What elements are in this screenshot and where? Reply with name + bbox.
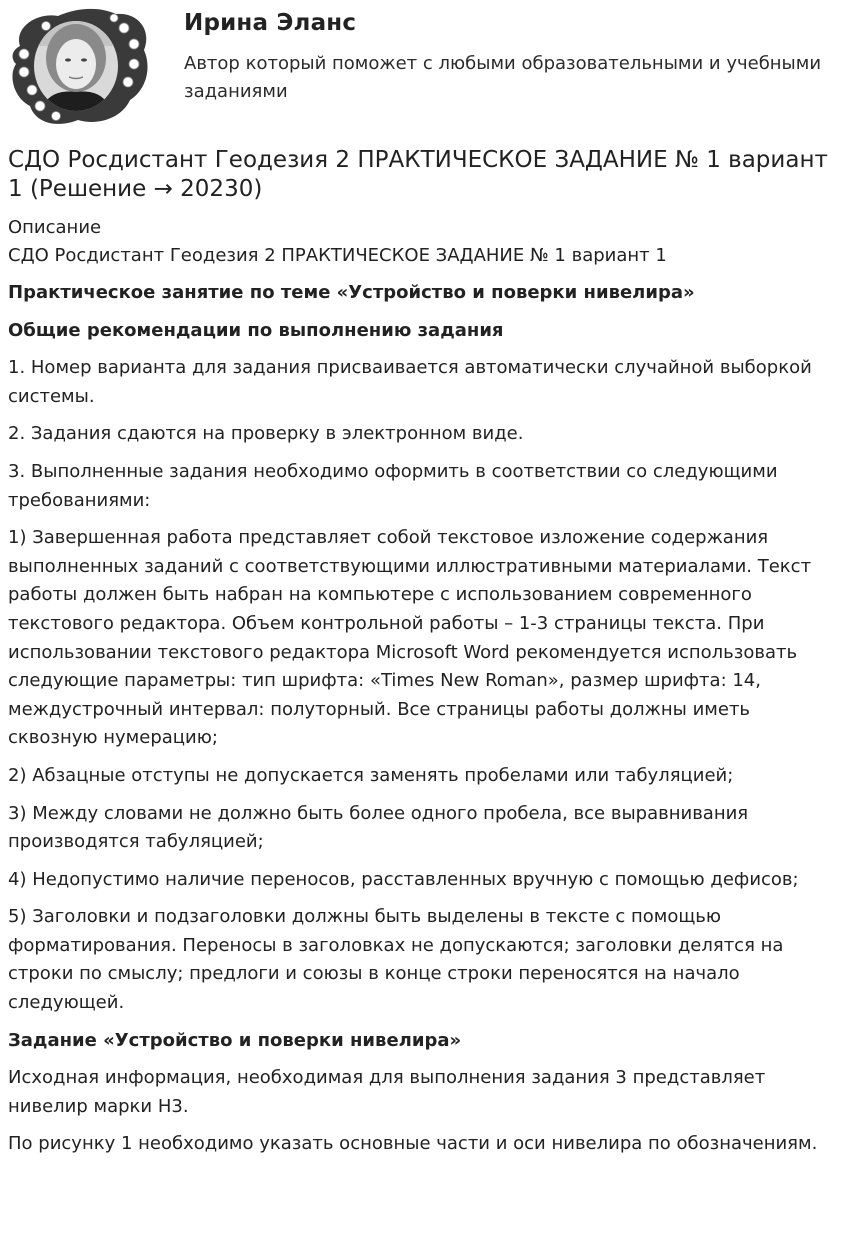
paragraph: Исходная информация, необходимая для выполнения задания 3 представляет нивелир марки Н3.: [8, 1067, 766, 1117]
document-body: [8, 279, 834, 1159]
document-content: [8, 146, 834, 1168]
paragraph: 5) Заголовки и подзаголовки должны быть выделены в тексте с помощью форматирования. Переносы в заголовках не допускаются; заголовки делятся на строки по смыслу; предлоги и союзы в конце строки переносятся на начало следующей.: [8, 906, 784, 1014]
paragraph: 2) Абзацные отступы не допускается заменять пробелами или табуляцией;: [8, 764, 734, 786]
paragraph: 4) Недопустимо наличие переносов, расставленных вручную с помощью дефисов;: [8, 868, 799, 890]
document-subtitle: СДО Росдистант Геодезия 2 ПРАКТИЧЕСКОЕ ЗАДАНИЕ № 1 вариант 1: [8, 245, 667, 266]
paragraph: 1) Завершенная работа представляет собой текстовое изложение содержания выполненных заданий с соответствующими иллюстративными материалами. Текст работы должен быть набран на компьютере с использованием современного текстового редактора. Объем контрольной работы – 1-3 страницы текста. При использовании текстового редактора Microsoft Word рекомендуется использовать следующие параметры: тип шрифта: «Times New Roman», размер шрифта: 14, междустрочный интервал: полуторный. Все страницы работы должны иметь сквозную нумерацию;: [8, 527, 812, 749]
paragraph: По рисунку 1 необходимо указать основные части и оси нивелира по обозначениям.: [8, 1133, 818, 1155]
author-description: Автор который поможет с любыми образовательными и учебными заданиями: [184, 53, 822, 102]
paragraph: 3. Выполненные задания необходимо оформить в соответствии со следующими требованиями:: [8, 460, 778, 511]
section-heading: Задание «Устройство и поверки нивелира»: [8, 1029, 462, 1051]
section-heading: Практическое занятие по теме «Устройство и поверки нивелира»: [8, 282, 695, 303]
paragraph: 3) Между словами не должно быть более одного пробела, все выравнивания производятся табуляцией;: [8, 802, 749, 853]
author-header: [0, 0, 847, 130]
description-label: Описание: [8, 217, 102, 238]
avatar: [6, 6, 152, 128]
paragraph: 2. Задания сдаются на проверку в электронном виде.: [8, 423, 524, 445]
author-photo-frame: [6, 6, 152, 128]
author-name: Ирина Эланс: [184, 10, 357, 36]
section-heading: Общие рекомендации по выполнению задания: [8, 319, 504, 341]
paragraph: 1. Номер варианта для задания присваивается автоматически случайной выборкой системы.: [8, 357, 812, 407]
document-title: СДО Росдистант Геодезия 2 ПРАКТИЧЕСКОЕ ЗАДАНИЕ № 1 вариант 1 (Решение → 20230): [8, 147, 828, 202]
